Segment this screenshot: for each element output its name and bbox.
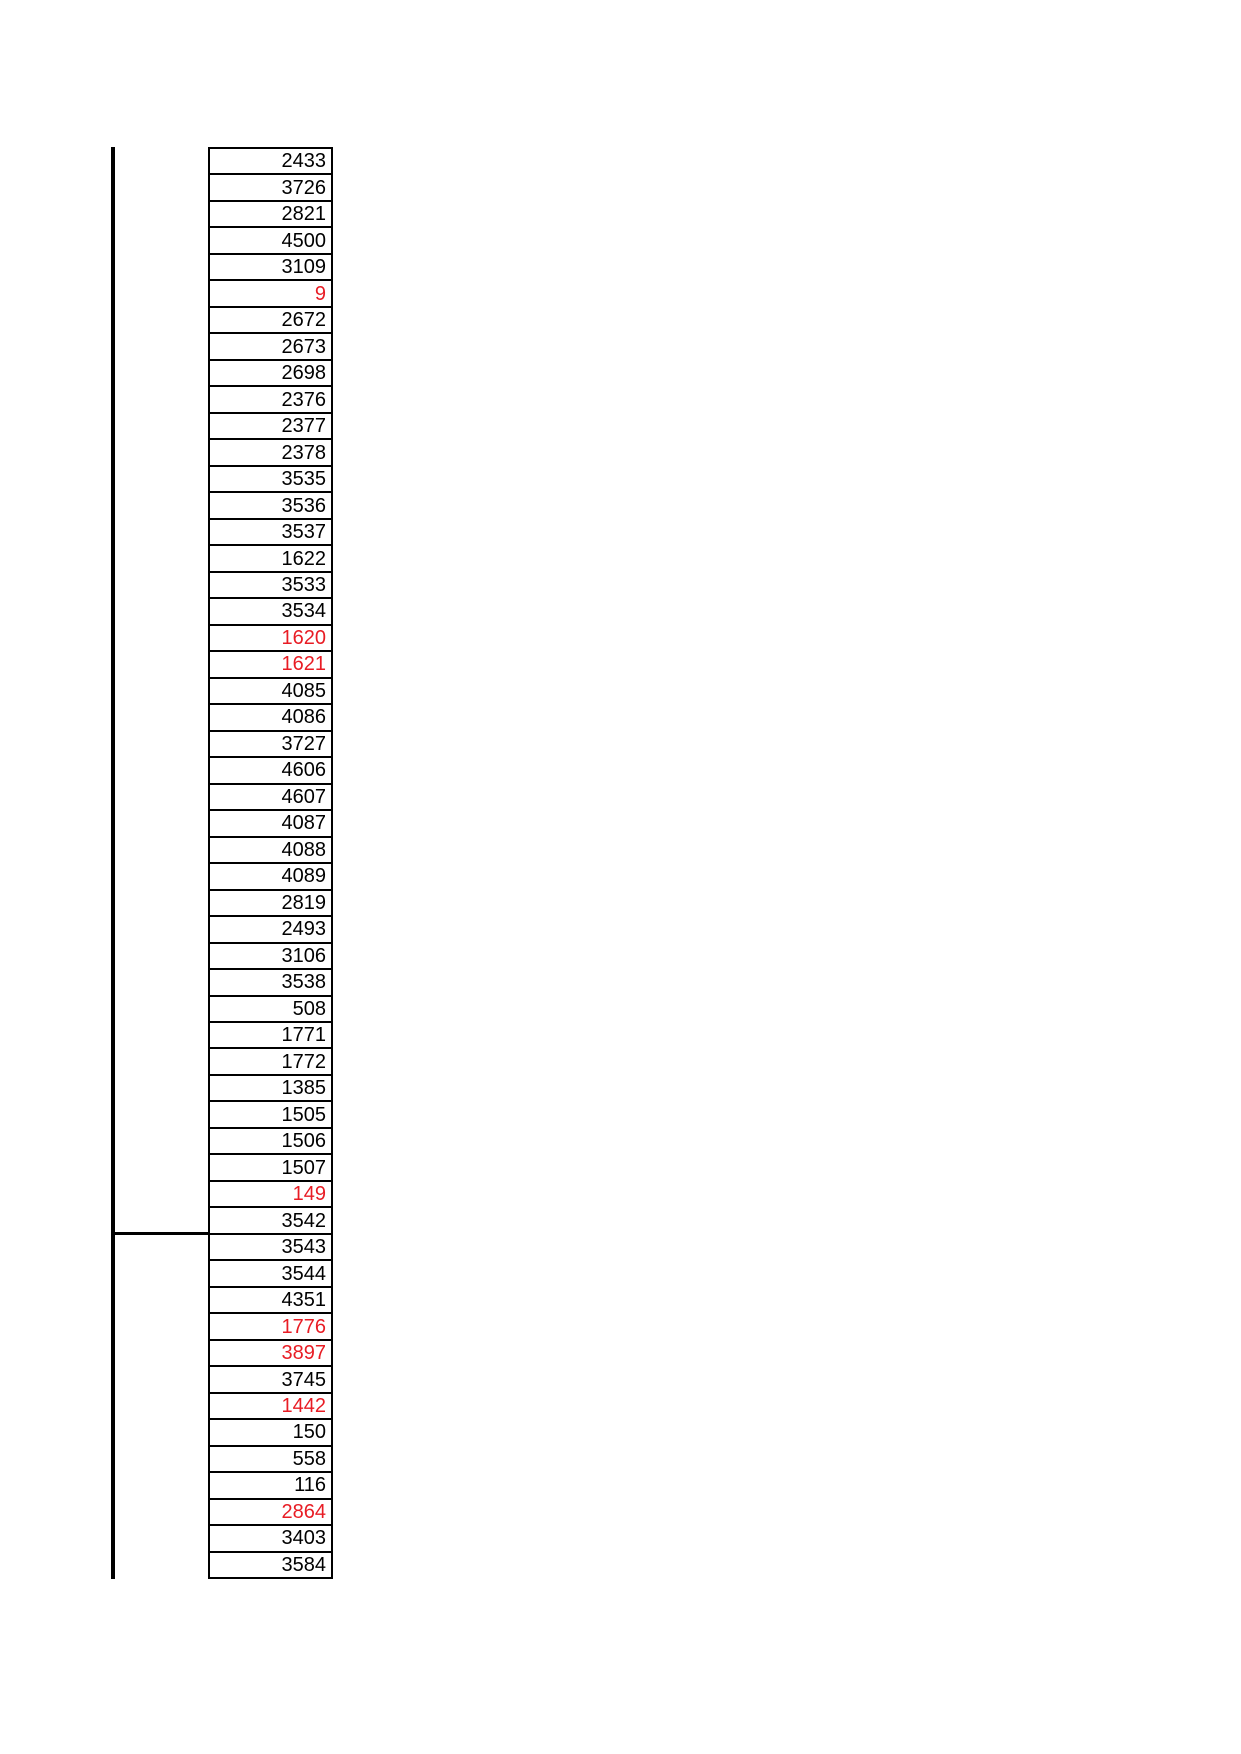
cell-value: 4087 (281, 812, 326, 835)
cell-value: 2864 (281, 1500, 326, 1523)
cell-value: 1621 (281, 653, 326, 676)
table-row (210, 1288, 331, 1314)
tree-branch-vertical-line (111, 147, 115, 1579)
cell-value: 1776 (281, 1315, 326, 1338)
table-row (210, 1553, 331, 1577)
table-row (210, 1208, 331, 1234)
cell-value: 1622 (281, 547, 326, 570)
table-row (210, 838, 331, 864)
table-row (210, 1447, 331, 1473)
cell-value: 1620 (281, 626, 326, 649)
table-row (210, 1394, 331, 1420)
cell-value: 4089 (281, 865, 326, 888)
table-row (210, 997, 331, 1023)
table-row (210, 573, 331, 599)
cell-value: 3535 (281, 468, 326, 491)
cell-value: 3403 (281, 1527, 326, 1550)
table-row (210, 811, 331, 837)
table-row (210, 970, 331, 996)
cell-value: 116 (294, 1474, 326, 1497)
cell-value: 9 (314, 282, 326, 305)
table-row (210, 334, 331, 360)
cell-value: 2493 (281, 918, 326, 941)
table-row (210, 440, 331, 466)
cell-value: 3536 (281, 494, 326, 517)
cell-value: 3897 (281, 1342, 326, 1365)
table-row (210, 599, 331, 625)
table-row (210, 361, 331, 387)
table-row (210, 1155, 331, 1181)
table-row (210, 1261, 331, 1287)
cell-value: 3534 (281, 600, 326, 623)
table-row (210, 758, 331, 784)
cell-value: 3106 (281, 944, 326, 967)
cell-value: 1442 (281, 1395, 326, 1417)
cell-value: 2698 (281, 362, 326, 385)
table-row (210, 1420, 331, 1446)
cell-value: 2377 (281, 415, 326, 438)
table-row (210, 1473, 331, 1499)
table-row (210, 1102, 331, 1128)
cell-value: 1505 (281, 1103, 326, 1126)
table-row (210, 1314, 331, 1340)
table-row (210, 864, 331, 890)
table-row (210, 1367, 331, 1393)
table-row (210, 202, 331, 228)
table-row (210, 626, 331, 652)
cell-value: 150 (292, 1421, 326, 1444)
cell-value: 3109 (281, 256, 326, 279)
cell-value: 149 (292, 1183, 326, 1206)
cell-value: 3538 (281, 971, 326, 994)
tree-branch-horizontal-connector (111, 1232, 208, 1235)
table-row (210, 785, 331, 811)
table-row (210, 520, 331, 546)
cell-value: 1385 (281, 1077, 326, 1100)
cell-value: 2378 (281, 441, 326, 464)
cell-value: 4500 (281, 229, 326, 252)
cell-value: 3533 (281, 573, 326, 596)
table-row (210, 281, 331, 307)
cell-value: 1771 (281, 1024, 326, 1047)
leaf-id-table (208, 147, 333, 1579)
table-row (210, 944, 331, 970)
cell-value: 2821 (281, 203, 326, 226)
table-row (210, 652, 331, 678)
cell-value: 4606 (281, 759, 326, 782)
table-row (210, 546, 331, 572)
cell-value: 4351 (281, 1289, 326, 1312)
table-row (210, 467, 331, 493)
table-row (210, 1235, 331, 1261)
cell-value: 3726 (281, 176, 326, 199)
table-row (210, 705, 331, 731)
table-row (210, 149, 331, 175)
cell-value: 2376 (281, 388, 326, 411)
cell-value: 1507 (281, 1156, 326, 1179)
cell-value: 3727 (281, 732, 326, 755)
cell-value: 4085 (281, 679, 326, 702)
cell-value: 2433 (281, 150, 326, 173)
cell-value: 3543 (281, 1236, 326, 1259)
table-row (210, 414, 331, 440)
cell-value: 3745 (281, 1368, 326, 1391)
table-row (210, 1182, 331, 1208)
table-row (210, 1526, 331, 1552)
cell-value: 2673 (281, 335, 326, 358)
table-row (210, 891, 331, 917)
cell-value: 1506 (281, 1130, 326, 1153)
cell-value: 508 (292, 997, 326, 1020)
table-row (210, 1049, 331, 1075)
table-row (210, 387, 331, 413)
cell-value: 4086 (281, 706, 326, 729)
table-row (210, 1500, 331, 1526)
cell-value: 3544 (281, 1262, 326, 1285)
table-row (210, 255, 331, 281)
cell-value: 3537 (281, 521, 326, 544)
table-row (210, 679, 331, 705)
table-row (210, 228, 331, 254)
cell-value: 2672 (281, 309, 326, 332)
cell-value: 1772 (281, 1050, 326, 1073)
table-row (210, 917, 331, 943)
table-row (210, 1129, 331, 1155)
table-row (210, 732, 331, 758)
table-row (210, 175, 331, 201)
table-row (210, 493, 331, 519)
cell-value: 4088 (281, 838, 326, 861)
cell-value: 4607 (281, 785, 326, 808)
cell-value: 3584 (281, 1553, 326, 1576)
table-row (210, 1076, 331, 1102)
table-row (210, 1023, 331, 1049)
cell-value: 2819 (281, 891, 326, 914)
cell-value: 558 (292, 1447, 326, 1470)
table-row (210, 1341, 331, 1367)
table-row (210, 308, 331, 334)
cell-value: 3542 (281, 1209, 326, 1232)
